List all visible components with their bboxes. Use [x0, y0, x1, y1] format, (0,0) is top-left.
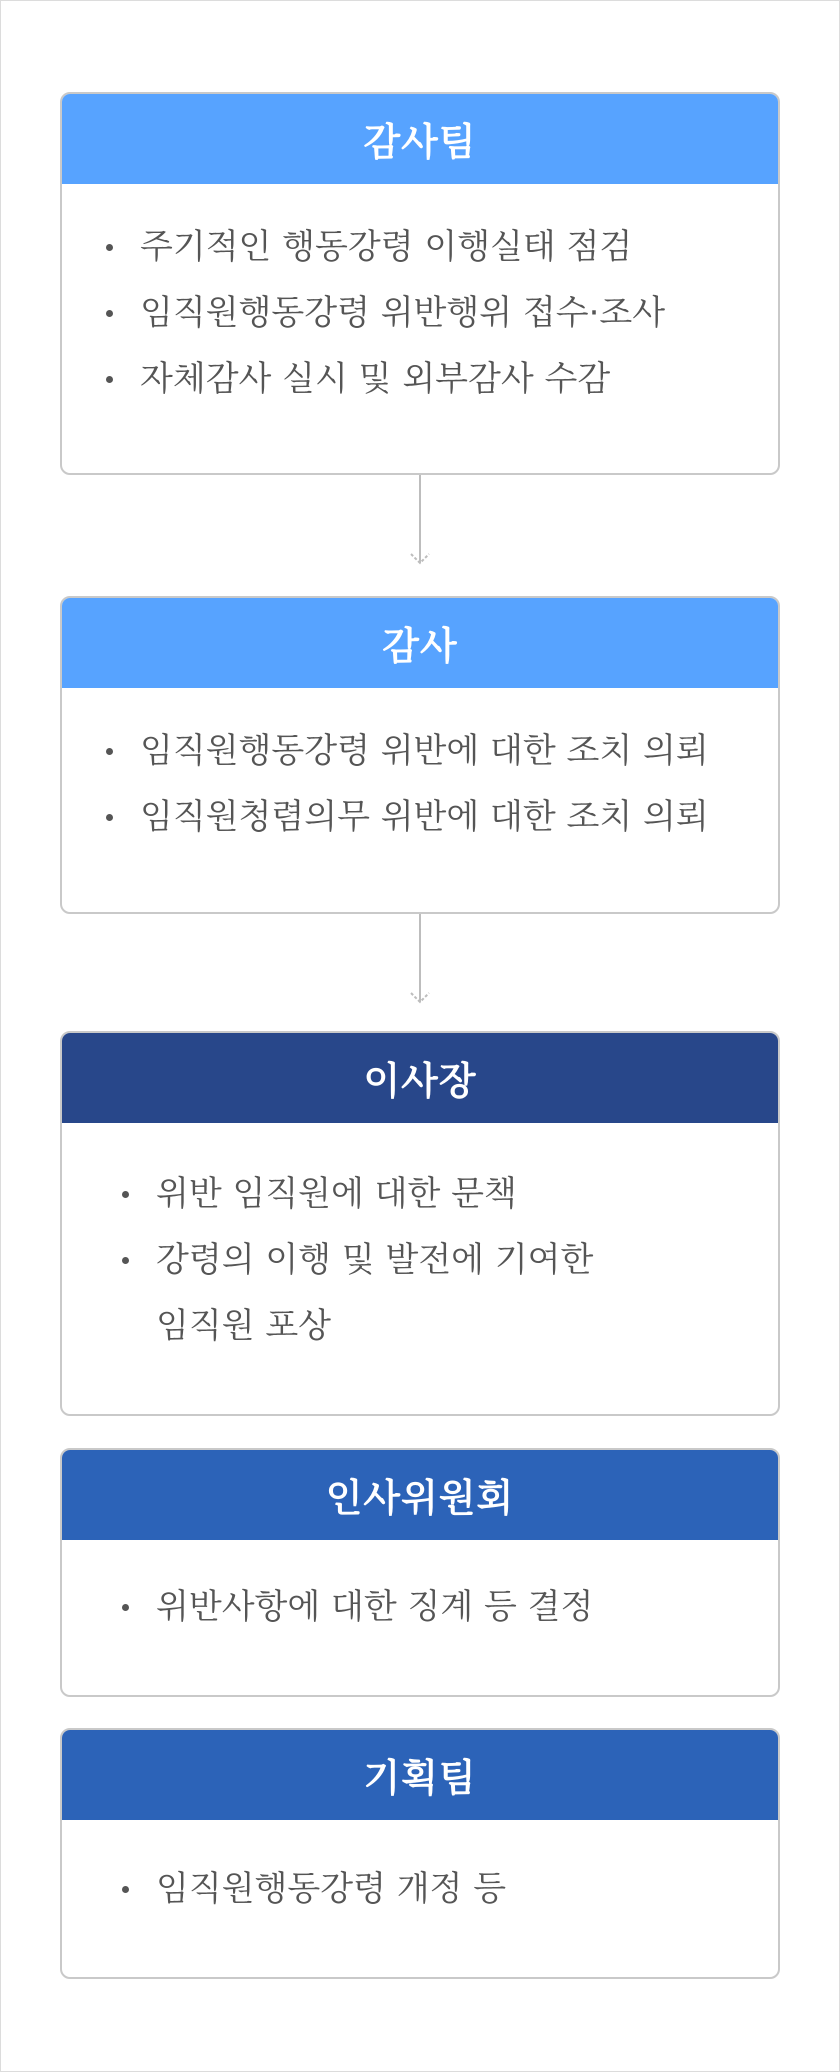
list-item: 임직원행동강령 위반행위 접수·조사: [62, 280, 778, 346]
list-item: 강령의 이행 및 발전에 기여한: [62, 1227, 778, 1293]
arrow-down-icon: [408, 914, 432, 1008]
list-item: 주기적인 행동강령 이행실태 점검: [62, 214, 778, 280]
card-audit-team: [60, 92, 780, 475]
list-item: 임직원청렴의무 위반에 대한 조치 의뢰: [62, 784, 778, 850]
arrow-down-icon: [408, 475, 432, 569]
card-hr-committee-title: 인사위원회: [60, 1448, 780, 1540]
list-item: 위반사항에 대한 징계 등 결정: [62, 1574, 778, 1640]
card-auditor-title: 감사: [60, 596, 780, 688]
list-item: 임직원행동강령 개정 등: [62, 1856, 778, 1922]
card-planning-team-list: [62, 1856, 778, 1922]
card-chairman-list: [62, 1161, 778, 1359]
card-planning-team: [60, 1728, 780, 1979]
list-item: 임직원행동강령 위반에 대한 조치 의뢰: [62, 718, 778, 784]
card-planning-team-title: 기획팀: [60, 1728, 780, 1820]
list-item: 위반 임직원에 대한 문책: [62, 1161, 778, 1227]
card-auditor-list: [62, 718, 778, 850]
card-hr-committee-list: [62, 1574, 778, 1640]
card-audit-team-title: 감사팀: [60, 92, 780, 184]
card-chairman: [60, 1031, 780, 1416]
list-item: 자체감사 실시 및 외부감사 수감: [62, 346, 778, 412]
list-item-continuation: 임직원 포상: [156, 1306, 332, 1346]
card-chairman-title: 이사장: [60, 1031, 780, 1123]
card-audit-team-list: [62, 214, 778, 412]
card-auditor: [60, 596, 780, 914]
card-hr-committee: [60, 1448, 780, 1697]
